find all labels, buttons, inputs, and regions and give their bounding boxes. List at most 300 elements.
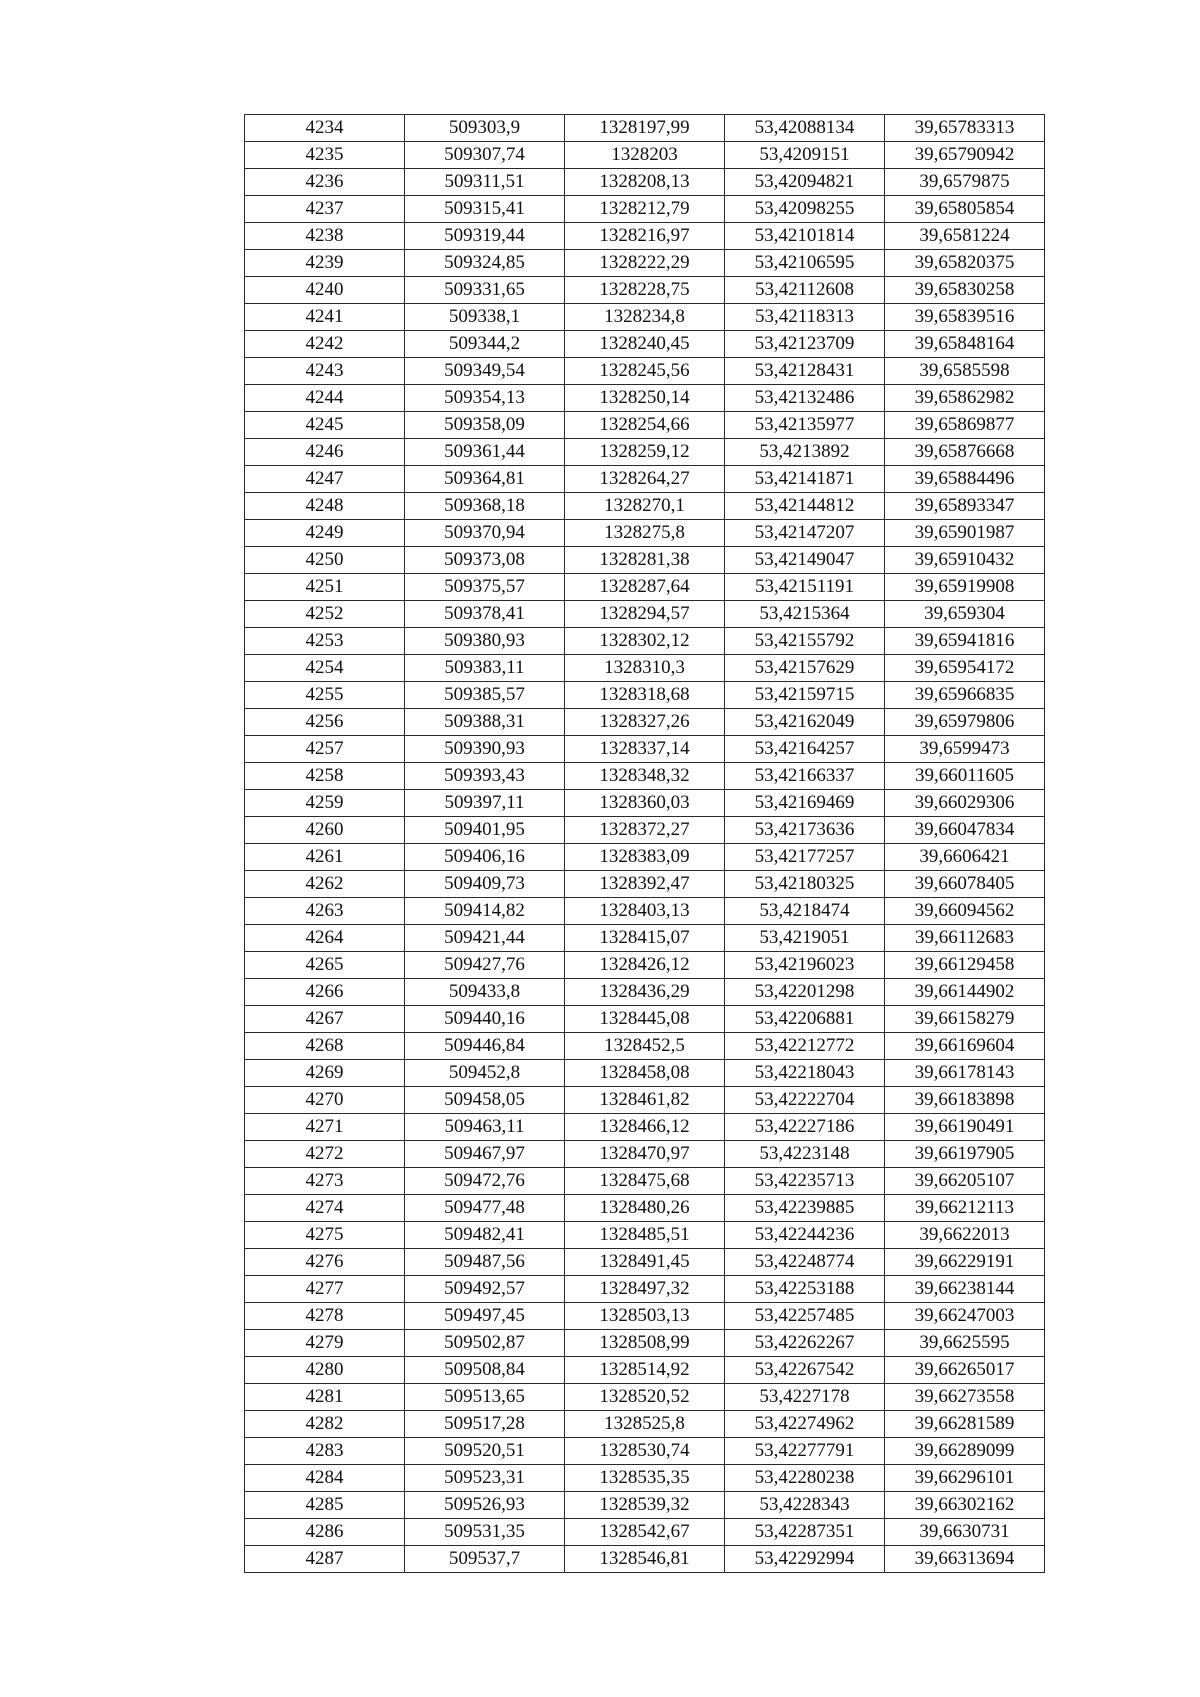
latitude-cell: 53,42196023	[725, 952, 885, 979]
y-coordinate-cell: 1328470,97	[565, 1141, 725, 1168]
point-number-cell: 4285	[245, 1492, 405, 1519]
table-row	[245, 277, 1045, 304]
point-number-cell: 4260	[245, 817, 405, 844]
longitude-cell: 39,66281589	[885, 1411, 1045, 1438]
x-coordinate-cell: 509303,9	[405, 115, 565, 142]
table-row	[245, 709, 1045, 736]
point-number-cell: 4273	[245, 1168, 405, 1195]
y-coordinate-cell: 1328539,32	[565, 1492, 725, 1519]
latitude-cell: 53,42257485	[725, 1303, 885, 1330]
x-coordinate-cell: 509344,2	[405, 331, 565, 358]
table-row	[245, 1411, 1045, 1438]
table-row	[245, 547, 1045, 574]
point-number-cell: 4241	[245, 304, 405, 331]
y-coordinate-cell: 1328264,27	[565, 466, 725, 493]
table-row	[245, 871, 1045, 898]
latitude-cell: 53,42244236	[725, 1222, 885, 1249]
point-number-cell: 4253	[245, 628, 405, 655]
x-coordinate-cell: 509487,56	[405, 1249, 565, 1276]
point-number-cell: 4256	[245, 709, 405, 736]
latitude-cell: 53,42218043	[725, 1060, 885, 1087]
latitude-cell: 53,42164257	[725, 736, 885, 763]
x-coordinate-cell: 509390,93	[405, 736, 565, 763]
latitude-cell: 53,42222704	[725, 1087, 885, 1114]
x-coordinate-cell: 509526,93	[405, 1492, 565, 1519]
point-number-cell: 4244	[245, 385, 405, 412]
table-row	[245, 952, 1045, 979]
y-coordinate-cell: 1328294,57	[565, 601, 725, 628]
longitude-cell: 39,66183898	[885, 1087, 1045, 1114]
longitude-cell: 39,66029306	[885, 790, 1045, 817]
y-coordinate-cell: 1328466,12	[565, 1114, 725, 1141]
point-number-cell: 4284	[245, 1465, 405, 1492]
y-coordinate-cell: 1328445,08	[565, 1006, 725, 1033]
table-row	[245, 358, 1045, 385]
table-row	[245, 169, 1045, 196]
table-row	[245, 1222, 1045, 1249]
y-coordinate-cell: 1328287,64	[565, 574, 725, 601]
x-coordinate-cell: 509375,57	[405, 574, 565, 601]
table-row	[245, 196, 1045, 223]
y-coordinate-cell: 1328259,12	[565, 439, 725, 466]
table-row	[245, 1087, 1045, 1114]
latitude-cell: 53,42106595	[725, 250, 885, 277]
point-number-cell: 4243	[245, 358, 405, 385]
y-coordinate-cell: 1328426,12	[565, 952, 725, 979]
x-coordinate-cell: 509440,16	[405, 1006, 565, 1033]
latitude-cell: 53,42157629	[725, 655, 885, 682]
longitude-cell: 39,6606421	[885, 844, 1045, 871]
table-row	[245, 1492, 1045, 1519]
latitude-cell: 53,42098255	[725, 196, 885, 223]
x-coordinate-cell: 509401,95	[405, 817, 565, 844]
y-coordinate-cell: 1328452,5	[565, 1033, 725, 1060]
longitude-cell: 39,65869877	[885, 412, 1045, 439]
x-coordinate-cell: 509378,41	[405, 601, 565, 628]
y-coordinate-cell: 1328203	[565, 142, 725, 169]
point-number-cell: 4276	[245, 1249, 405, 1276]
longitude-cell: 39,66144902	[885, 979, 1045, 1006]
point-number-cell: 4287	[245, 1546, 405, 1573]
latitude-cell: 53,42128431	[725, 358, 885, 385]
x-coordinate-cell: 509508,84	[405, 1357, 565, 1384]
longitude-cell: 39,65839516	[885, 304, 1045, 331]
x-coordinate-cell: 509452,8	[405, 1060, 565, 1087]
table-row	[245, 1195, 1045, 1222]
x-coordinate-cell: 509338,1	[405, 304, 565, 331]
y-coordinate-cell: 1328337,14	[565, 736, 725, 763]
point-number-cell: 4240	[245, 277, 405, 304]
table-row	[245, 1303, 1045, 1330]
table-row	[245, 1465, 1045, 1492]
x-coordinate-cell: 509324,85	[405, 250, 565, 277]
y-coordinate-cell: 1328302,12	[565, 628, 725, 655]
y-coordinate-cell: 1328491,45	[565, 1249, 725, 1276]
latitude-cell: 53,4219051	[725, 925, 885, 952]
latitude-cell: 53,4213892	[725, 439, 885, 466]
x-coordinate-cell: 509537,7	[405, 1546, 565, 1573]
latitude-cell: 53,42094821	[725, 169, 885, 196]
x-coordinate-cell: 509472,76	[405, 1168, 565, 1195]
x-coordinate-cell: 509368,18	[405, 493, 565, 520]
latitude-cell: 53,42173636	[725, 817, 885, 844]
x-coordinate-cell: 509409,73	[405, 871, 565, 898]
y-coordinate-cell: 1328245,56	[565, 358, 725, 385]
y-coordinate-cell: 1328525,8	[565, 1411, 725, 1438]
table-row	[245, 1357, 1045, 1384]
y-coordinate-cell: 1328222,29	[565, 250, 725, 277]
longitude-cell: 39,6630731	[885, 1519, 1045, 1546]
x-coordinate-cell: 509393,43	[405, 763, 565, 790]
point-number-cell: 4247	[245, 466, 405, 493]
x-coordinate-cell: 509446,84	[405, 1033, 565, 1060]
longitude-cell: 39,65919908	[885, 574, 1045, 601]
table-row	[245, 1006, 1045, 1033]
longitude-cell: 39,66011605	[885, 763, 1045, 790]
table-row	[245, 736, 1045, 763]
y-coordinate-cell: 1328197,99	[565, 115, 725, 142]
longitude-cell: 39,65901987	[885, 520, 1045, 547]
table-row	[245, 682, 1045, 709]
table-row	[245, 1114, 1045, 1141]
longitude-cell: 39,65966835	[885, 682, 1045, 709]
table-row	[245, 1330, 1045, 1357]
point-number-cell: 4279	[245, 1330, 405, 1357]
latitude-cell: 53,4228343	[725, 1492, 885, 1519]
latitude-cell: 53,42277791	[725, 1438, 885, 1465]
x-coordinate-cell: 509414,82	[405, 898, 565, 925]
y-coordinate-cell: 1328327,26	[565, 709, 725, 736]
table-row	[245, 1168, 1045, 1195]
latitude-cell: 53,42262267	[725, 1330, 885, 1357]
longitude-cell: 39,65783313	[885, 115, 1045, 142]
longitude-cell: 39,66047834	[885, 817, 1045, 844]
y-coordinate-cell: 1328250,14	[565, 385, 725, 412]
point-number-cell: 4249	[245, 520, 405, 547]
longitude-cell: 39,66265017	[885, 1357, 1045, 1384]
latitude-cell: 53,42162049	[725, 709, 885, 736]
table-row	[245, 628, 1045, 655]
latitude-cell: 53,42180325	[725, 871, 885, 898]
longitude-cell: 39,66158279	[885, 1006, 1045, 1033]
y-coordinate-cell: 1328535,35	[565, 1465, 725, 1492]
x-coordinate-cell: 509427,76	[405, 952, 565, 979]
latitude-cell: 53,4209151	[725, 142, 885, 169]
longitude-cell: 39,65954172	[885, 655, 1045, 682]
point-number-cell: 4254	[245, 655, 405, 682]
point-number-cell: 4242	[245, 331, 405, 358]
point-number-cell: 4258	[245, 763, 405, 790]
longitude-cell: 39,66302162	[885, 1492, 1045, 1519]
latitude-cell: 53,42287351	[725, 1519, 885, 1546]
table-row	[245, 412, 1045, 439]
point-number-cell: 4264	[245, 925, 405, 952]
x-coordinate-cell: 509388,31	[405, 709, 565, 736]
x-coordinate-cell: 509364,81	[405, 466, 565, 493]
table-row	[245, 979, 1045, 1006]
y-coordinate-cell: 1328461,82	[565, 1087, 725, 1114]
y-coordinate-cell: 1328270,1	[565, 493, 725, 520]
point-number-cell: 4261	[245, 844, 405, 871]
x-coordinate-cell: 509385,57	[405, 682, 565, 709]
x-coordinate-cell: 509433,8	[405, 979, 565, 1006]
latitude-cell: 53,42239885	[725, 1195, 885, 1222]
latitude-cell: 53,42253188	[725, 1276, 885, 1303]
x-coordinate-cell: 509520,51	[405, 1438, 565, 1465]
x-coordinate-cell: 509354,13	[405, 385, 565, 412]
longitude-cell: 39,66212113	[885, 1195, 1045, 1222]
point-number-cell: 4286	[245, 1519, 405, 1546]
point-number-cell: 4255	[245, 682, 405, 709]
table-row	[245, 1519, 1045, 1546]
point-number-cell: 4274	[245, 1195, 405, 1222]
point-number-cell: 4265	[245, 952, 405, 979]
table-row	[245, 844, 1045, 871]
longitude-cell: 39,66197905	[885, 1141, 1045, 1168]
latitude-cell: 53,42101814	[725, 223, 885, 250]
latitude-cell: 53,42088134	[725, 115, 885, 142]
longitude-cell: 39,66289099	[885, 1438, 1045, 1465]
longitude-cell: 39,65910432	[885, 547, 1045, 574]
y-coordinate-cell: 1328485,51	[565, 1222, 725, 1249]
x-coordinate-cell: 509373,08	[405, 547, 565, 574]
y-coordinate-cell: 1328240,45	[565, 331, 725, 358]
table-row	[245, 331, 1045, 358]
latitude-cell: 53,42141871	[725, 466, 885, 493]
y-coordinate-cell: 1328281,38	[565, 547, 725, 574]
y-coordinate-cell: 1328458,08	[565, 1060, 725, 1087]
longitude-cell: 39,6599473	[885, 736, 1045, 763]
table-row	[245, 763, 1045, 790]
x-coordinate-cell: 509463,11	[405, 1114, 565, 1141]
longitude-cell: 39,66229191	[885, 1249, 1045, 1276]
point-number-cell: 4282	[245, 1411, 405, 1438]
latitude-cell: 53,42132486	[725, 385, 885, 412]
longitude-cell: 39,66313694	[885, 1546, 1045, 1573]
latitude-cell: 53,42280238	[725, 1465, 885, 1492]
y-coordinate-cell: 1328508,99	[565, 1330, 725, 1357]
y-coordinate-cell: 1328480,26	[565, 1195, 725, 1222]
table-row	[245, 493, 1045, 520]
latitude-cell: 53,42159715	[725, 682, 885, 709]
table-row	[245, 790, 1045, 817]
longitude-cell: 39,65862982	[885, 385, 1045, 412]
longitude-cell: 39,66247003	[885, 1303, 1045, 1330]
y-coordinate-cell: 1328275,8	[565, 520, 725, 547]
x-coordinate-cell: 509531,35	[405, 1519, 565, 1546]
point-number-cell: 4280	[245, 1357, 405, 1384]
longitude-cell: 39,66205107	[885, 1168, 1045, 1195]
longitude-cell: 39,66238144	[885, 1276, 1045, 1303]
latitude-cell: 53,42212772	[725, 1033, 885, 1060]
longitude-cell: 39,65848164	[885, 331, 1045, 358]
y-coordinate-cell: 1328514,92	[565, 1357, 725, 1384]
y-coordinate-cell: 1328318,68	[565, 682, 725, 709]
longitude-cell: 39,6579875	[885, 169, 1045, 196]
table-row	[245, 466, 1045, 493]
table-row	[245, 115, 1045, 142]
y-coordinate-cell: 1328372,27	[565, 817, 725, 844]
table-row	[245, 1438, 1045, 1465]
longitude-cell: 39,6622013	[885, 1222, 1045, 1249]
latitude-cell: 53,42151191	[725, 574, 885, 601]
y-coordinate-cell: 1328310,3	[565, 655, 725, 682]
y-coordinate-cell: 1328228,75	[565, 277, 725, 304]
y-coordinate-cell: 1328403,13	[565, 898, 725, 925]
table-row	[245, 1033, 1045, 1060]
longitude-cell: 39,65979806	[885, 709, 1045, 736]
point-number-cell: 4275	[245, 1222, 405, 1249]
latitude-cell: 53,42248774	[725, 1249, 885, 1276]
x-coordinate-cell: 509513,65	[405, 1384, 565, 1411]
latitude-cell: 53,4215364	[725, 601, 885, 628]
x-coordinate-cell: 509319,44	[405, 223, 565, 250]
point-number-cell: 4250	[245, 547, 405, 574]
longitude-cell: 39,65884496	[885, 466, 1045, 493]
point-number-cell: 4262	[245, 871, 405, 898]
x-coordinate-cell: 509383,11	[405, 655, 565, 682]
y-coordinate-cell: 1328383,09	[565, 844, 725, 871]
x-coordinate-cell: 509502,87	[405, 1330, 565, 1357]
latitude-cell: 53,42149047	[725, 547, 885, 574]
table-row	[245, 142, 1045, 169]
point-number-cell: 4237	[245, 196, 405, 223]
longitude-cell: 39,66112683	[885, 925, 1045, 952]
longitude-cell: 39,66296101	[885, 1465, 1045, 1492]
latitude-cell: 53,4218474	[725, 898, 885, 925]
y-coordinate-cell: 1328542,67	[565, 1519, 725, 1546]
y-coordinate-cell: 1328546,81	[565, 1546, 725, 1573]
latitude-cell: 53,42112608	[725, 277, 885, 304]
point-number-cell: 4271	[245, 1114, 405, 1141]
x-coordinate-cell: 509458,05	[405, 1087, 565, 1114]
point-number-cell: 4263	[245, 898, 405, 925]
latitude-cell: 53,42169469	[725, 790, 885, 817]
point-number-cell: 4239	[245, 250, 405, 277]
longitude-cell: 39,66078405	[885, 871, 1045, 898]
x-coordinate-cell: 509467,97	[405, 1141, 565, 1168]
y-coordinate-cell: 1328503,13	[565, 1303, 725, 1330]
latitude-cell: 53,4223148	[725, 1141, 885, 1168]
longitude-cell: 39,66190491	[885, 1114, 1045, 1141]
longitude-cell: 39,6585598	[885, 358, 1045, 385]
latitude-cell: 53,42206881	[725, 1006, 885, 1033]
point-number-cell: 4272	[245, 1141, 405, 1168]
point-number-cell: 4267	[245, 1006, 405, 1033]
latitude-cell: 53,42118313	[725, 304, 885, 331]
latitude-cell: 53,42177257	[725, 844, 885, 871]
point-number-cell: 4236	[245, 169, 405, 196]
y-coordinate-cell: 1328254,66	[565, 412, 725, 439]
y-coordinate-cell: 1328436,29	[565, 979, 725, 1006]
point-number-cell: 4270	[245, 1087, 405, 1114]
table-row	[245, 1060, 1045, 1087]
point-number-cell: 4235	[245, 142, 405, 169]
y-coordinate-cell: 1328520,52	[565, 1384, 725, 1411]
y-coordinate-cell: 1328216,97	[565, 223, 725, 250]
longitude-cell: 39,66094562	[885, 898, 1045, 925]
y-coordinate-cell: 1328234,8	[565, 304, 725, 331]
longitude-cell: 39,65941816	[885, 628, 1045, 655]
table-row	[245, 601, 1045, 628]
table-row	[245, 898, 1045, 925]
y-coordinate-cell: 1328392,47	[565, 871, 725, 898]
longitude-cell: 39,659304	[885, 601, 1045, 628]
y-coordinate-cell: 1328475,68	[565, 1168, 725, 1195]
table-row	[245, 439, 1045, 466]
latitude-cell: 53,42155792	[725, 628, 885, 655]
x-coordinate-cell: 509517,28	[405, 1411, 565, 1438]
table-row	[245, 1249, 1045, 1276]
point-number-cell: 4252	[245, 601, 405, 628]
x-coordinate-cell: 509492,57	[405, 1276, 565, 1303]
latitude-cell: 53,42135977	[725, 412, 885, 439]
table-row	[245, 574, 1045, 601]
longitude-cell: 39,65830258	[885, 277, 1045, 304]
point-number-cell: 4245	[245, 412, 405, 439]
table-row	[245, 655, 1045, 682]
point-number-cell: 4278	[245, 1303, 405, 1330]
point-number-cell: 4238	[245, 223, 405, 250]
longitude-cell: 39,66169604	[885, 1033, 1045, 1060]
longitude-cell: 39,66178143	[885, 1060, 1045, 1087]
latitude-cell: 53,4227178	[725, 1384, 885, 1411]
table-row	[245, 304, 1045, 331]
point-number-cell: 4246	[245, 439, 405, 466]
latitude-cell: 53,42123709	[725, 331, 885, 358]
latitude-cell: 53,42227186	[725, 1114, 885, 1141]
longitude-cell: 39,6581224	[885, 223, 1045, 250]
table-row	[245, 1276, 1045, 1303]
x-coordinate-cell: 509523,31	[405, 1465, 565, 1492]
x-coordinate-cell: 509397,11	[405, 790, 565, 817]
latitude-cell: 53,42267542	[725, 1357, 885, 1384]
table-row	[245, 1141, 1045, 1168]
longitude-cell: 39,65893347	[885, 493, 1045, 520]
point-number-cell: 4269	[245, 1060, 405, 1087]
x-coordinate-cell: 509315,41	[405, 196, 565, 223]
y-coordinate-cell: 1328360,03	[565, 790, 725, 817]
point-number-cell: 4248	[245, 493, 405, 520]
longitude-cell: 39,6625595	[885, 1330, 1045, 1357]
latitude-cell: 53,42235713	[725, 1168, 885, 1195]
longitude-cell: 39,65790942	[885, 142, 1045, 169]
x-coordinate-cell: 509311,51	[405, 169, 565, 196]
point-number-cell: 4257	[245, 736, 405, 763]
point-number-cell: 4268	[245, 1033, 405, 1060]
point-number-cell: 4251	[245, 574, 405, 601]
x-coordinate-cell: 509358,09	[405, 412, 565, 439]
point-number-cell: 4234	[245, 115, 405, 142]
table-row	[245, 817, 1045, 844]
longitude-cell: 39,66129458	[885, 952, 1045, 979]
latitude-cell: 53,42147207	[725, 520, 885, 547]
table-row	[245, 520, 1045, 547]
point-number-cell: 4259	[245, 790, 405, 817]
x-coordinate-cell: 509497,45	[405, 1303, 565, 1330]
x-coordinate-cell: 509331,65	[405, 277, 565, 304]
latitude-cell: 53,42274962	[725, 1411, 885, 1438]
latitude-cell: 53,42166337	[725, 763, 885, 790]
longitude-cell: 39,65805854	[885, 196, 1045, 223]
table-row	[245, 385, 1045, 412]
x-coordinate-cell: 509361,44	[405, 439, 565, 466]
y-coordinate-cell: 1328497,32	[565, 1276, 725, 1303]
x-coordinate-cell: 509307,74	[405, 142, 565, 169]
point-number-cell: 4281	[245, 1384, 405, 1411]
table-row	[245, 223, 1045, 250]
latitude-cell: 53,42144812	[725, 493, 885, 520]
